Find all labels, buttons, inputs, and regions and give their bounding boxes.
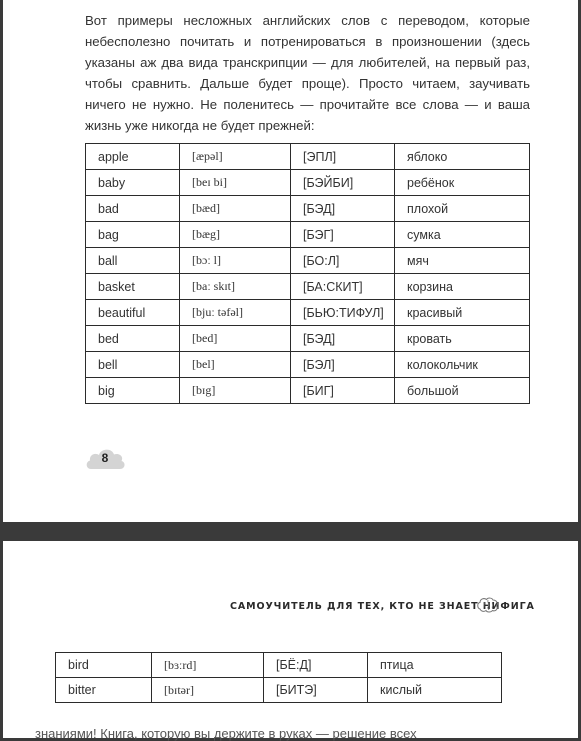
table-row bbox=[56, 678, 502, 703]
table-row bbox=[86, 352, 530, 378]
words-table-continued bbox=[55, 652, 502, 703]
word-cell: basket bbox=[86, 274, 180, 300]
translation-cell: корзина bbox=[395, 274, 530, 300]
book-page-9 bbox=[3, 541, 578, 741]
ru-transcription-cell: [БА:СКИТ] bbox=[291, 274, 395, 300]
table-row bbox=[86, 222, 530, 248]
translation-cell: кровать bbox=[395, 326, 530, 352]
ipa-cell: [beɪ bi] bbox=[180, 170, 291, 196]
ru-transcription-cell: [БЭГ] bbox=[291, 222, 395, 248]
word-cell: bell bbox=[86, 352, 180, 378]
page-number-badge bbox=[85, 445, 127, 471]
ru-transcription-cell: [БЁ:Д] bbox=[264, 653, 368, 678]
word-cell: bag bbox=[86, 222, 180, 248]
ipa-cell: [æpəl] bbox=[180, 144, 291, 170]
translation-cell: яблоко bbox=[395, 144, 530, 170]
ru-transcription-cell: [БЭД] bbox=[291, 326, 395, 352]
translation-cell: ребёнок bbox=[395, 170, 530, 196]
ipa-cell: [bjuː təfəl] bbox=[180, 300, 291, 326]
ipa-cell: [bɪtər] bbox=[152, 678, 264, 703]
word-cell: apple bbox=[86, 144, 180, 170]
words-table bbox=[85, 143, 530, 404]
table-row bbox=[86, 274, 530, 300]
word-cell: bed bbox=[86, 326, 180, 352]
translation-cell: мяч bbox=[395, 248, 530, 274]
brain-icon bbox=[477, 597, 499, 613]
table-row bbox=[56, 653, 502, 678]
table-row bbox=[86, 170, 530, 196]
translation-cell: красивый bbox=[395, 300, 530, 326]
ru-transcription-cell: [БИГ] bbox=[291, 378, 395, 404]
ru-transcription-cell: [ЭПЛ] bbox=[291, 144, 395, 170]
table-row bbox=[86, 326, 530, 352]
word-cell: big bbox=[86, 378, 180, 404]
ru-transcription-cell: [БИТЭ] bbox=[264, 678, 368, 703]
ipa-cell: [bel] bbox=[180, 352, 291, 378]
word-cell: ball bbox=[86, 248, 180, 274]
word-cell: bird bbox=[56, 653, 152, 678]
ipa-cell: [bɪg] bbox=[180, 378, 291, 404]
ipa-cell: [bæd] bbox=[180, 196, 291, 222]
word-cell: bad bbox=[86, 196, 180, 222]
translation-cell: большой bbox=[395, 378, 530, 404]
table-row bbox=[86, 196, 530, 222]
translation-cell: плохой bbox=[395, 196, 530, 222]
word-cell: beautiful bbox=[86, 300, 180, 326]
ru-transcription-cell: [БЬЮ:ТИФУЛ] bbox=[291, 300, 395, 326]
ipa-cell: [bed] bbox=[180, 326, 291, 352]
word-cell: baby bbox=[86, 170, 180, 196]
ipa-cell: [bɜːrd] bbox=[152, 653, 264, 678]
translation-cell: колокольчик bbox=[395, 352, 530, 378]
table-row bbox=[86, 144, 530, 170]
running-header: САМОУЧИТЕЛЬ ДЛЯ ТЕХ, КТО НЕ ЗНАЕТ НИФИГА bbox=[230, 601, 535, 612]
translation-cell: сумка bbox=[395, 222, 530, 248]
table-row bbox=[86, 378, 530, 404]
word-cell: bitter bbox=[56, 678, 152, 703]
cut-off-paragraph: знаниями! Книга, которую вы держите в руках — решение всех bbox=[35, 726, 417, 741]
ru-transcription-cell: [БЭЛ] bbox=[291, 352, 395, 378]
table-row bbox=[86, 300, 530, 326]
ru-transcription-cell: [БЭЙБИ] bbox=[291, 170, 395, 196]
ipa-cell: [bɔː l] bbox=[180, 248, 291, 274]
ru-transcription-cell: [БО:Л] bbox=[291, 248, 395, 274]
ru-transcription-cell: [БЭД] bbox=[291, 196, 395, 222]
translation-cell: птица bbox=[368, 653, 502, 678]
translation-cell: кислый bbox=[368, 678, 502, 703]
ipa-cell: [bæg] bbox=[180, 222, 291, 248]
intro-paragraph: Вот примеры несложных английских слов с переводом, которые небесполезно почитать и потренироваться в произношении (здесь указаны аж два вида транскрипции — для любителей, на первый раз, чтобы сравнить. Дальше будет проще). Просто читаем, заучивать ничего не нужно. Не поленитесь — прочитайте все слова — и ваша жизнь уже никогда не будет прежней: bbox=[85, 13, 530, 133]
table-row bbox=[86, 248, 530, 274]
page-number: 8 bbox=[101, 451, 109, 465]
ipa-cell: [baː skɪt] bbox=[180, 274, 291, 300]
book-page-8 bbox=[3, 0, 578, 522]
